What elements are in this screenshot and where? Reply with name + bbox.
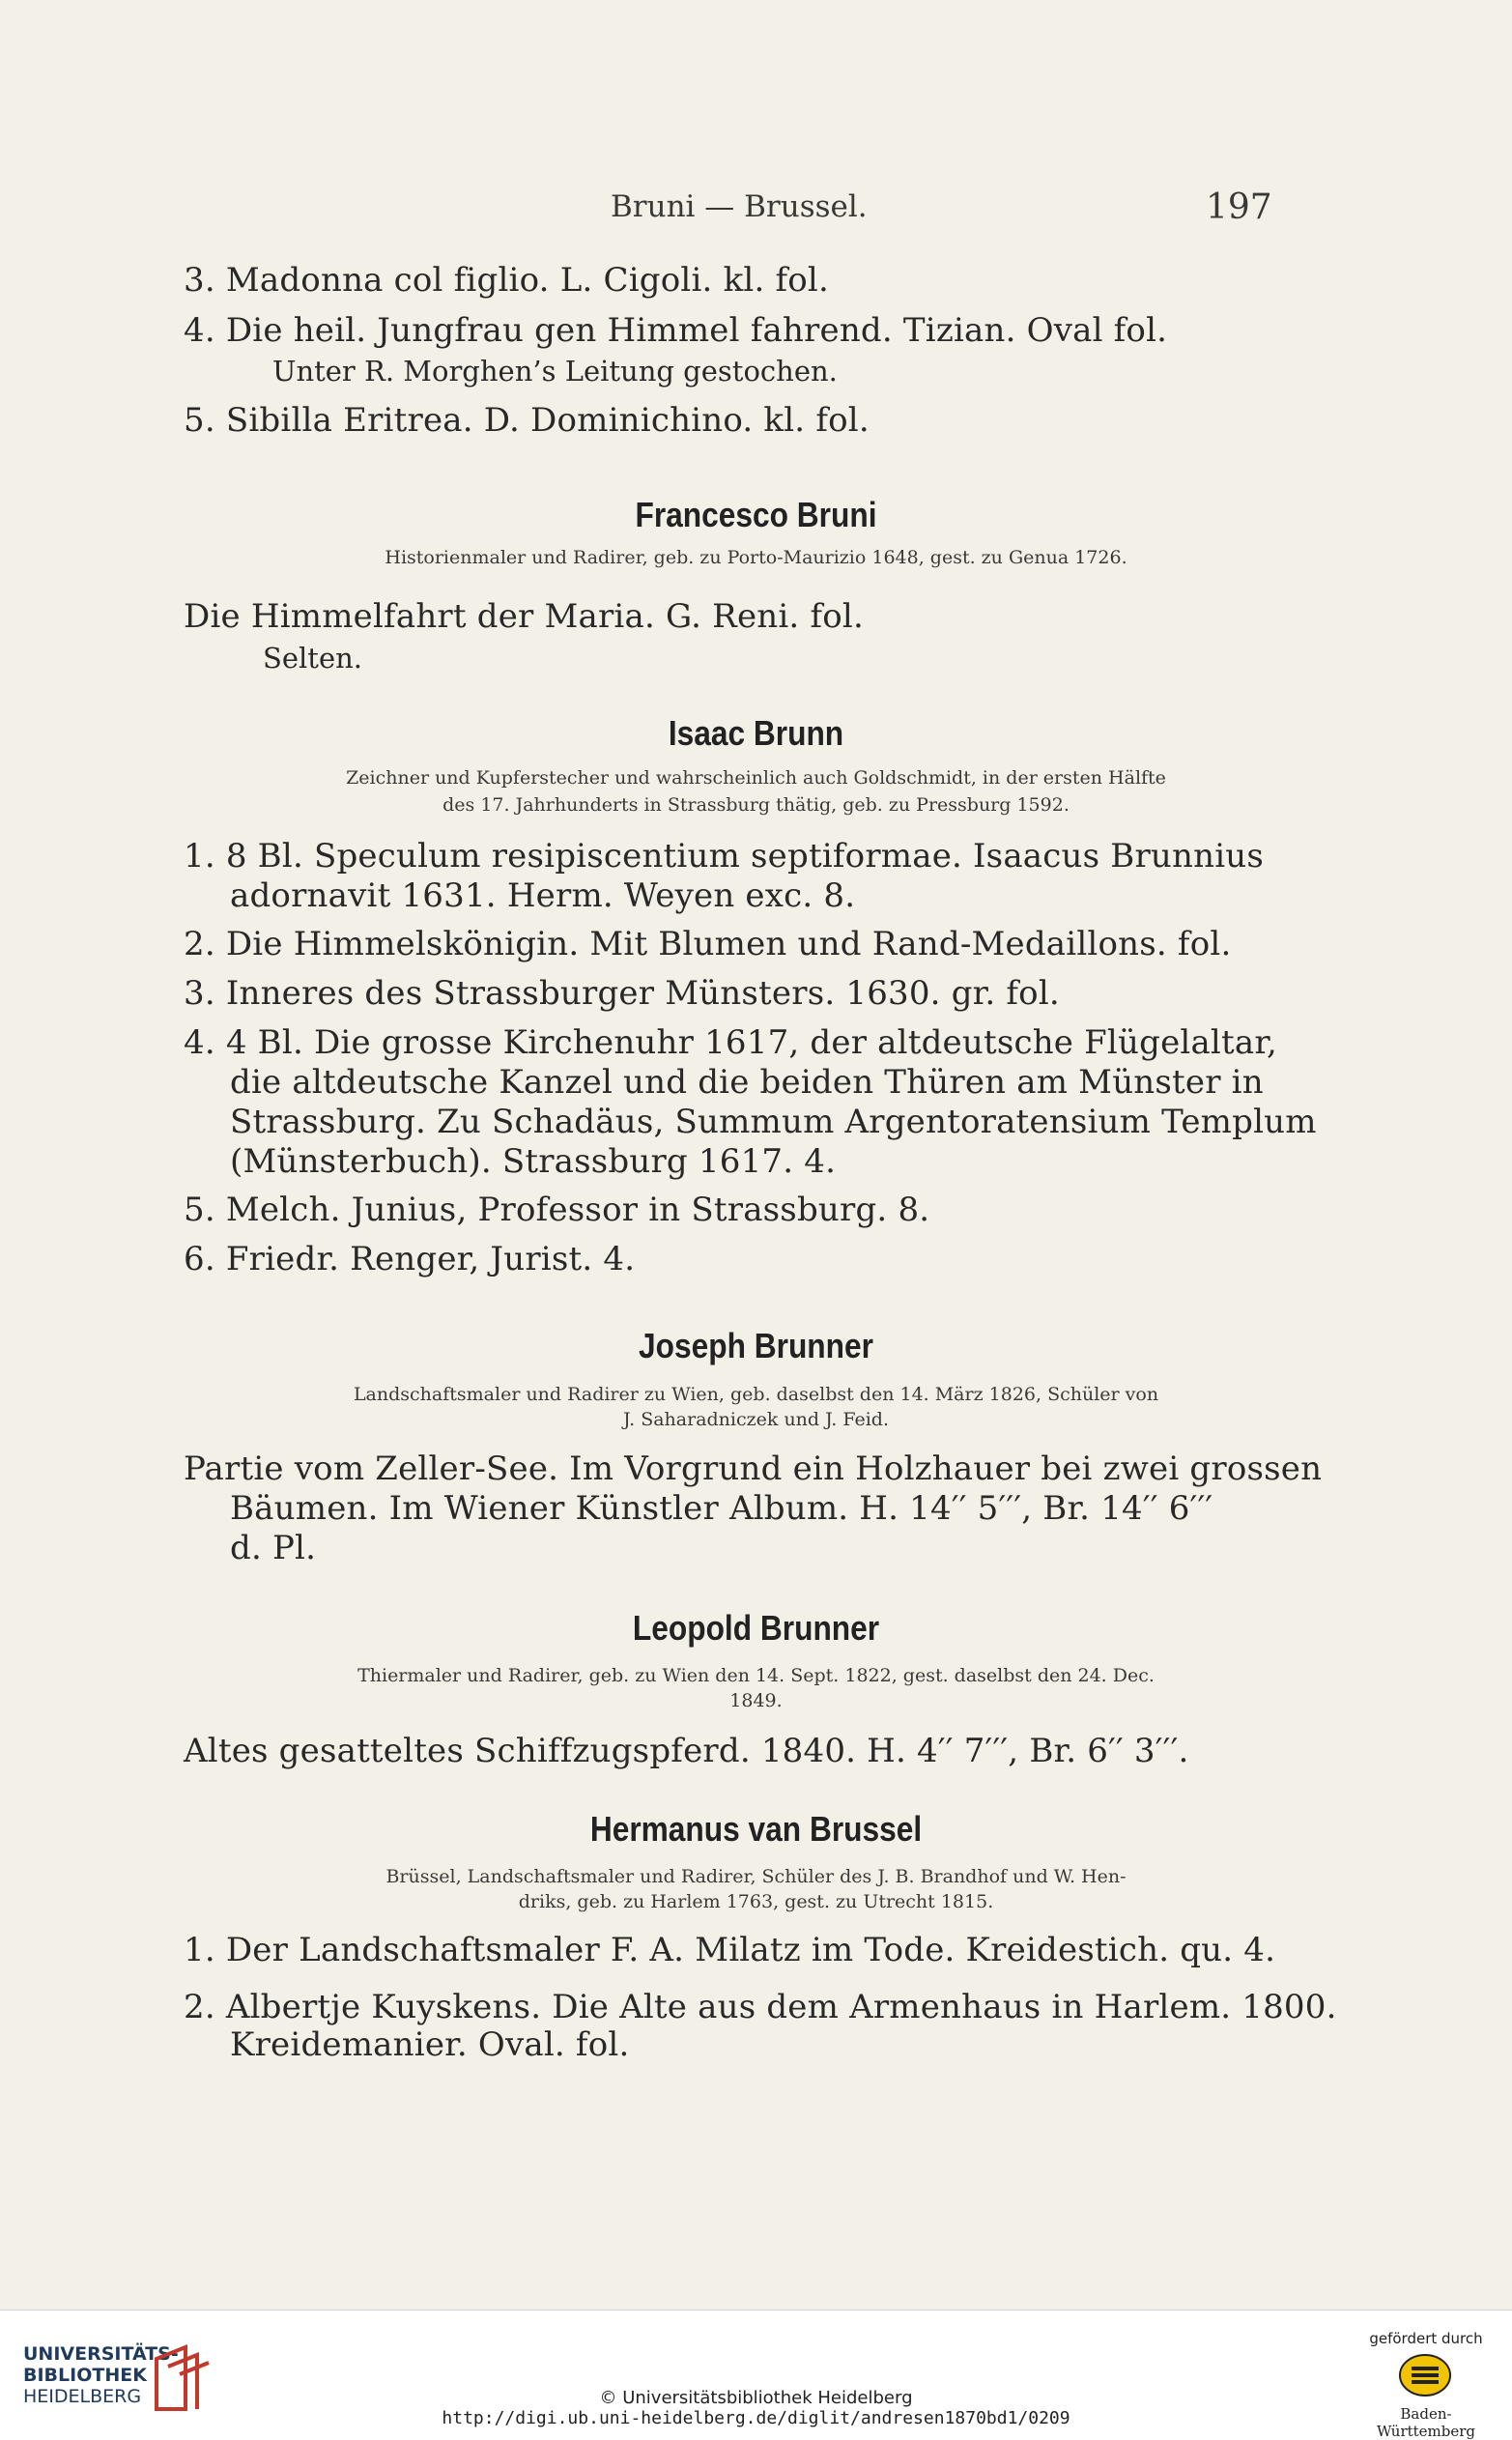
entry-line: 2. Die Himmelskönigin. Mit Blumen und Rand-Medaillons. fol.	[184, 925, 1232, 963]
entry-line: 2. Albertje Kuyskens. Die Alte aus dem Armenhaus in Harlem. 1800.	[184, 1988, 1337, 2026]
artist-bio: Historienmaler und Radirer, geb. zu Porto-Maurizio 1648, gest. zu Genua 1726.	[385, 547, 1127, 568]
entry-line: 1. 8 Bl. Speculum resipiscentium septiformae. Isaacus Brunnius	[184, 837, 1265, 876]
artist-heading: Francesco Bruni	[635, 495, 877, 534]
entry-line: 6. Friedr. Renger, Jurist. 4.	[184, 1240, 636, 1278]
copyright-text: © Universitätsbibliothek Heidelberg	[599, 2388, 913, 2408]
artist-bio: driks, geb. zu Harlem 1763, gest. zu Utrecht 1815.	[518, 1891, 994, 1912]
entry-line	[184, 311, 1184, 350]
entry-line: d. Pl.	[230, 1529, 317, 1567]
running-title: Bruni — Brussel.	[611, 189, 868, 224]
artist-bio: Landschaftsmaler und Radirer zu Wien, geb. daselbst den 14. März 1826, Schüler von	[353, 1384, 1159, 1405]
library-name: HEIDELBERG	[23, 2386, 142, 2407]
entry-line: Altes gesatteltes Schiffzugspferd. 1840. H. 4′′ 7′′′, Br. 6′′ 3′′′.	[184, 1732, 1189, 1770]
entry-line: (Münsterbuch). Strassburg 1617. 4.	[230, 1142, 837, 1181]
entry-line: adornavit 1631. Herm. Weyen exc. 8.	[230, 876, 856, 915]
permalink[interactable]: http://digi.ub.uni-heidelberg.de/diglit/andresen1870bd1/0209	[442, 2408, 1070, 2428]
entry-line: Kreidemanier. Oval. fol.	[230, 2025, 630, 2064]
funding-label: gefördert durch	[1369, 2330, 1483, 2347]
artist-heading: Hermanus van Brussel	[589, 1809, 923, 1849]
entry-line: Strassburg. Zu Schadäus, Summum Argentoratensium Templum	[230, 1103, 1317, 1141]
entry-note: Unter R. Morghen’s Leitung gestochen.	[272, 355, 838, 388]
entry-text: 4. Die heil. Jungfrau gen Himmel fahrend. Tizian. Oval fol.	[184, 311, 1168, 350]
library-name: UNIVERSITÄTS-	[23, 2343, 179, 2365]
artist-bio: Thiermaler und Radirer, geb. zu Wien den 14. Sept. 1822, gest. daselbst den 24. Dec.	[357, 1665, 1155, 1686]
entry-line: 5. Sibilla Eritrea. D. Dominichino. kl. fol.	[184, 401, 870, 440]
entry-line: 1. Der Landschaftsmaler F. A. Milatz im Tode. Kreidestich. qu. 4.	[184, 1931, 1276, 1969]
entry-line: die altdeutsche Kanzel und die beiden Thüren am Münster in	[230, 1063, 1264, 1102]
state-crest-icon	[1398, 2353, 1452, 2397]
artist-bio: J. Saharadniczek und J. Feid.	[622, 1409, 890, 1430]
entry-line: Bäumen. Im Wiener Künstler Album. H. 14′′ 5′′′, Br. 14′′ 6′′′	[230, 1489, 1213, 1528]
artist-bio: 1849.	[729, 1690, 783, 1711]
artist-bio: Zeichner und Kupferstecher und wahrscheinlich auch Goldschmidt, in der ersten Hälfte	[346, 767, 1166, 789]
artist-heading: Isaac Brunn	[668, 713, 844, 753]
entry-line: 3. Inneres des Strassburger Münsters. 1630. gr. fol.	[184, 974, 1060, 1013]
entry-line: 3. Madonna col figlio. L. Cigoli. kl. fol.	[184, 261, 829, 300]
artist-heading: Leopold Brunner	[632, 1608, 880, 1648]
state-name: Baden-Württemberg	[1376, 2405, 1476, 2440]
library-name: BIBLIOTHEK	[23, 2365, 147, 2386]
artist-bio: des 17. Jahrhunderts in Strassburg thätig, geb. zu Pressburg 1592.	[442, 794, 1070, 816]
entry-line: 5. Melch. Junius, Professor in Strassburg. 8.	[184, 1191, 930, 1229]
entry-line: Die Himmelfahrt der Maria. G. Reni. fol.	[184, 597, 864, 636]
page-number: 197	[1206, 187, 1272, 227]
artist-heading: Joseph Brunner	[639, 1326, 873, 1365]
entry-note: Selten.	[263, 642, 363, 675]
entry-line: 4. 4 Bl. Die grosse Kirchenuhr 1617, der altdeutsche Flügelaltar,	[184, 1023, 1278, 1062]
artist-bio: Brüssel, Landschaftsmaler und Radirer, Schüler des J. B. Brandhof und W. Hen-	[385, 1866, 1127, 1887]
library-footer	[0, 2310, 1512, 2440]
entry-line: Partie vom Zeller-See. Im Vorgrund ein Holzhauer bei zwei grossen	[184, 1450, 1323, 1488]
